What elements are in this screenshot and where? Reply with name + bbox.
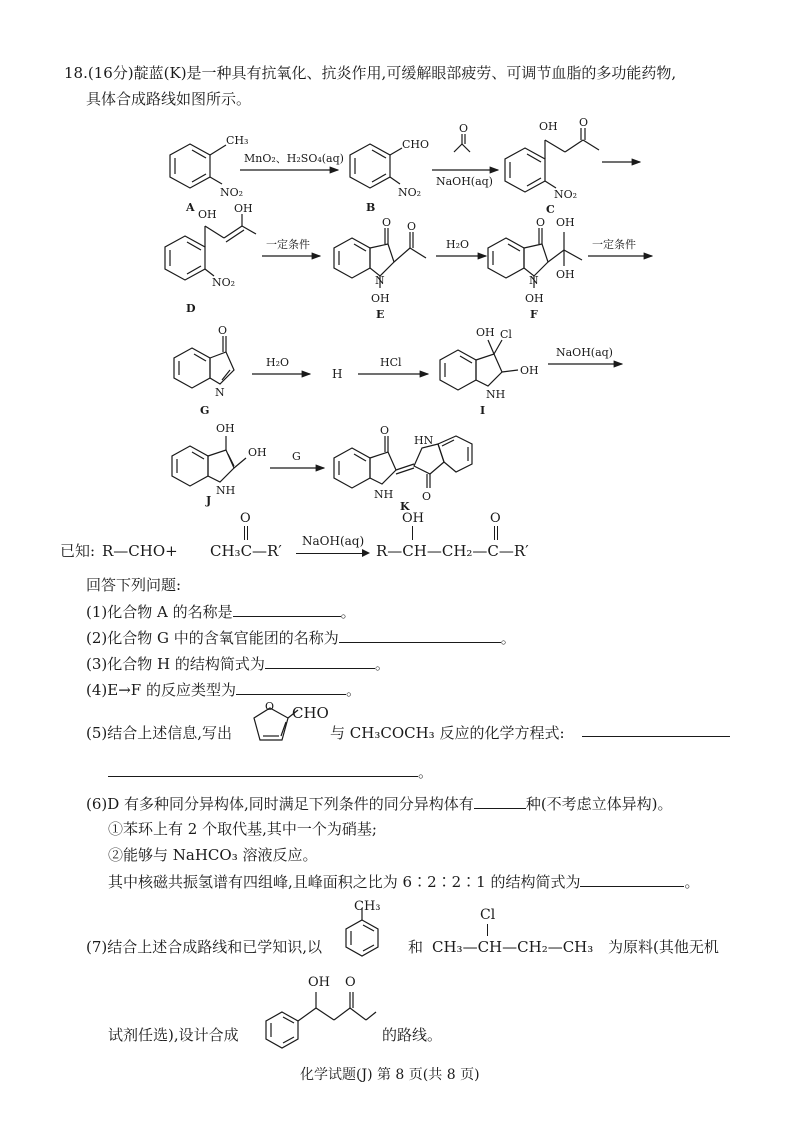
- question-5-cho: CHO: [292, 704, 329, 722]
- f-n-label: N: [529, 274, 539, 287]
- question-6-end: 。: [684, 873, 700, 891]
- f-oh3-label: OH: [525, 292, 544, 305]
- compound-d: [165, 202, 256, 315]
- j-oh2-label: OH: [248, 446, 267, 459]
- label-k: K: [400, 500, 410, 513]
- question-5-blank-1[interactable]: [582, 720, 730, 737]
- question-5-blank-2[interactable]: [108, 760, 418, 777]
- target-o: O: [345, 975, 356, 990]
- furan-o-label: O: [265, 700, 275, 713]
- e-o2-label: O: [407, 220, 417, 233]
- question-5-line2: [108, 760, 433, 783]
- compound-e: [334, 216, 426, 321]
- label-b: B: [366, 201, 376, 214]
- compound-h-placeholder: H: [332, 367, 343, 381]
- j-nh-label: NH: [216, 484, 236, 497]
- label-d: D: [186, 302, 196, 315]
- d-oh1-label: OH: [198, 208, 217, 221]
- k-o2-label: O: [422, 490, 432, 503]
- known-product-o: O: [490, 511, 501, 526]
- i-cl-label: Cl: [500, 328, 512, 341]
- question-5-text-a: (5)结合上述信息,写出: [86, 724, 233, 742]
- question-6-text-b: 种(不考虑立体异构)。: [525, 795, 673, 813]
- e-o1-label: O: [382, 216, 392, 229]
- question-5-end: 。: [418, 763, 434, 781]
- answer-intro: 回答下列问题:: [86, 576, 182, 594]
- arrow-a-to-b-label: MnO₂、H₂SO₄(aq): [244, 152, 344, 165]
- compound-i: [440, 326, 539, 417]
- question-2: [86, 626, 516, 649]
- compound-c: [505, 118, 599, 216]
- question-7-cl-bond: [487, 924, 489, 936]
- question-1: [86, 600, 356, 623]
- g-o-label: O: [218, 324, 228, 337]
- label-i: I: [480, 404, 486, 417]
- question-2-blank[interactable]: [339, 626, 501, 643]
- question-6-cond2: ②能够与 NaHCO₃ 溶液反应。: [108, 846, 318, 864]
- c-no2-label: NO₂: [554, 188, 578, 201]
- question-3-end: 。: [374, 655, 390, 673]
- known-reactant2: CH₃C—R′: [210, 542, 282, 560]
- toluene-ch3: CH₃: [354, 899, 381, 914]
- g-n-label: N: [215, 386, 225, 399]
- arrow-d-to-e-label: 一定条件: [266, 238, 310, 251]
- label-c: C: [546, 203, 555, 216]
- f-oh2-label: OH: [556, 268, 575, 281]
- compound-k: [334, 424, 472, 513]
- b-cho-label: CHO: [402, 138, 430, 151]
- synthesis-scheme: [0, 118, 800, 518]
- arrow-b-to-c-label: NaOH(aq): [436, 175, 493, 188]
- b-no2-label: NO₂: [398, 186, 422, 199]
- i-oh2-label: OH: [520, 364, 539, 377]
- i-oh-label: OH: [476, 326, 495, 339]
- question-6-text-a: (6)D 有多种同分异构体,同时满足下列条件的同分异构体有: [86, 795, 474, 813]
- question-3-text: (3)化合物 H 的结构简式为: [86, 655, 265, 673]
- question-intro-line1: 18.(16分)靛蓝(K)是一种具有抗氧化、抗炎作用,可缓解眼部疲劳、可调节血脂的多功能药物,: [64, 64, 677, 82]
- question-7-text-b: 为原料(其他无机: [608, 938, 719, 956]
- compound-f: [488, 216, 582, 321]
- question-7-chain: CH₃—CH—CH₂—CH₃: [432, 938, 594, 956]
- label-a: A: [186, 201, 195, 214]
- question-4-text: (4)E→F 的反应类型为: [86, 681, 236, 699]
- known-reactant1: R—CHO+: [102, 542, 178, 560]
- question-1-end: 。: [340, 603, 356, 621]
- arrow-i-to-j-label: NaOH(aq): [556, 346, 613, 359]
- known-product: R—CH—CH₂—C—R′: [376, 542, 529, 560]
- question-6-blank-count[interactable]: [474, 792, 526, 809]
- known-arrow: [296, 553, 368, 554]
- compound-b: [350, 138, 429, 214]
- known-carbonyl-o: O: [240, 511, 251, 526]
- known-arrowhead: [362, 549, 370, 557]
- known-product-oh: OH: [402, 511, 424, 526]
- question-4-end: 。: [345, 681, 361, 699]
- arrow-j-to-k-label: G: [292, 450, 301, 463]
- acetone-reagent-icon: [454, 122, 470, 152]
- known-reaction: [60, 508, 740, 572]
- question-3: [86, 652, 390, 675]
- known-product-oh-bond: [412, 526, 414, 540]
- arrow-h-to-i-label: HCl: [380, 356, 402, 369]
- question-7-text-d: 的路线。: [382, 1026, 443, 1044]
- acetone-o: O: [459, 122, 469, 135]
- k-nh-label: NH: [374, 488, 394, 501]
- arrow-f-to-g-label: 一定条件: [592, 238, 636, 251]
- question-7-text-a: (7)结合上述合成路线和已学知识,以: [86, 938, 323, 956]
- target-oh: OH: [308, 975, 330, 990]
- c-o-label: O: [579, 118, 589, 129]
- e-n-label: N: [375, 274, 385, 287]
- arrow-g-to-h-label: H₂O: [266, 356, 290, 369]
- question-1-blank[interactable]: [233, 600, 341, 617]
- j-oh1-label: OH: [216, 422, 235, 435]
- f-o-label: O: [536, 216, 546, 229]
- known-carbonyl-bond1: [244, 526, 246, 540]
- question-2-end: 。: [500, 629, 516, 647]
- d-no2-label: NO₂: [212, 276, 236, 289]
- known-prefix: 已知:: [60, 542, 96, 560]
- k-hn-label: HN: [414, 434, 434, 447]
- question-2-text: (2)化合物 G 中的含氧官能团的名称为: [86, 629, 339, 647]
- question-4-blank[interactable]: [236, 678, 346, 695]
- question-5-text-b: 与 CH₃COCH₃ 反应的化学方程式:: [330, 724, 565, 742]
- known-carbonyl-bond2: [247, 526, 249, 540]
- d-oh2-label: OH: [234, 202, 253, 215]
- label-g: G: [200, 404, 210, 417]
- question-1-text: (1)化合物 A 的名称是: [86, 603, 233, 621]
- compound-j: [172, 422, 267, 507]
- question-6-nmr: [108, 870, 700, 893]
- question-7-and: 和: [408, 938, 424, 956]
- known-product-bond1: [494, 526, 496, 540]
- a-ch3-label: CH₃: [226, 134, 249, 147]
- a-no2-label: NO₂: [220, 186, 244, 199]
- f-oh1-label: OH: [556, 216, 575, 229]
- label-e: E: [376, 308, 385, 321]
- compound-g: [174, 324, 234, 417]
- k-o1-label: O: [380, 424, 390, 437]
- question-6-nmr-text: 其中核磁共振氢谱有四组峰,且峰面积之比为 6∶2∶2∶1 的结构简式为: [108, 873, 581, 891]
- known-condition: NaOH(aq): [302, 534, 365, 548]
- question-intro-line2: 具体合成路线如图所示。: [86, 90, 252, 108]
- question-7-text-c: 试剂任选),设计合成: [108, 1026, 239, 1044]
- label-f: F: [530, 308, 538, 321]
- e-oh-label: OH: [371, 292, 390, 305]
- c-oh-label: OH: [539, 120, 558, 133]
- question-7-cl: Cl: [480, 907, 496, 923]
- question-3-blank[interactable]: [265, 652, 375, 669]
- question-6: [86, 792, 673, 815]
- i-nh-label: NH: [486, 388, 506, 401]
- arrow-e-to-f-label: H₂O: [446, 238, 470, 251]
- page-footer: 化学试题(J) 第 8 页(共 8 页): [300, 1067, 480, 1083]
- label-j: J: [206, 494, 212, 507]
- known-product-bond2: [497, 526, 499, 540]
- question-6-cond1: ①苯环上有 2 个取代基,其中一个为硝基;: [108, 820, 377, 838]
- question-6-blank-structure[interactable]: [580, 870, 684, 887]
